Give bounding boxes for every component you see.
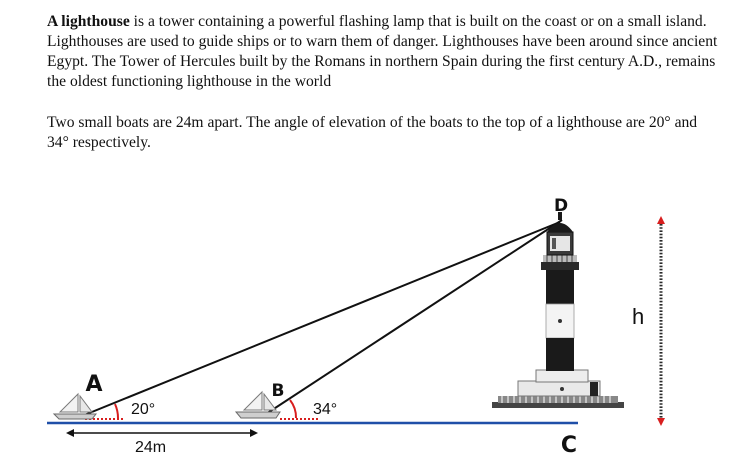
height-arrow <box>657 216 665 426</box>
point-label-a: A <box>85 372 103 397</box>
point-label-c: C <box>560 433 578 458</box>
angle-label-a: 20° <box>131 401 156 418</box>
point-label-b: B <box>271 381 285 401</box>
problem-paragraph: Two small boats are 24m apart. The angle of elevation of the boats to the top of a lighthouse are 20° and 34° respectively. <box>47 114 698 151</box>
angle-label-b: 34° <box>313 401 338 418</box>
intro-text: is a tower containing a powerful flashing lamp that is built on the coast or on a small island. Lighthouses are used to guide ships or to warn them of danger. Lighthouses have been around since ancient Egypt. The Tower of Hercules built by the Romans in northern Spain during the first century A.D., remains the oldest functioning lighthouse in the world <box>47 13 718 90</box>
height-label: h <box>632 304 645 329</box>
sailboat-icon <box>54 394 96 419</box>
distance-label: 24m <box>135 439 167 456</box>
point-label-d: D <box>553 196 569 216</box>
angle-arc-b <box>290 400 296 418</box>
distance-arrow <box>66 429 258 437</box>
sight-line-a <box>82 222 560 416</box>
lighthouse-term: A lighthouse <box>47 13 130 30</box>
angle-arc-a <box>115 404 118 418</box>
